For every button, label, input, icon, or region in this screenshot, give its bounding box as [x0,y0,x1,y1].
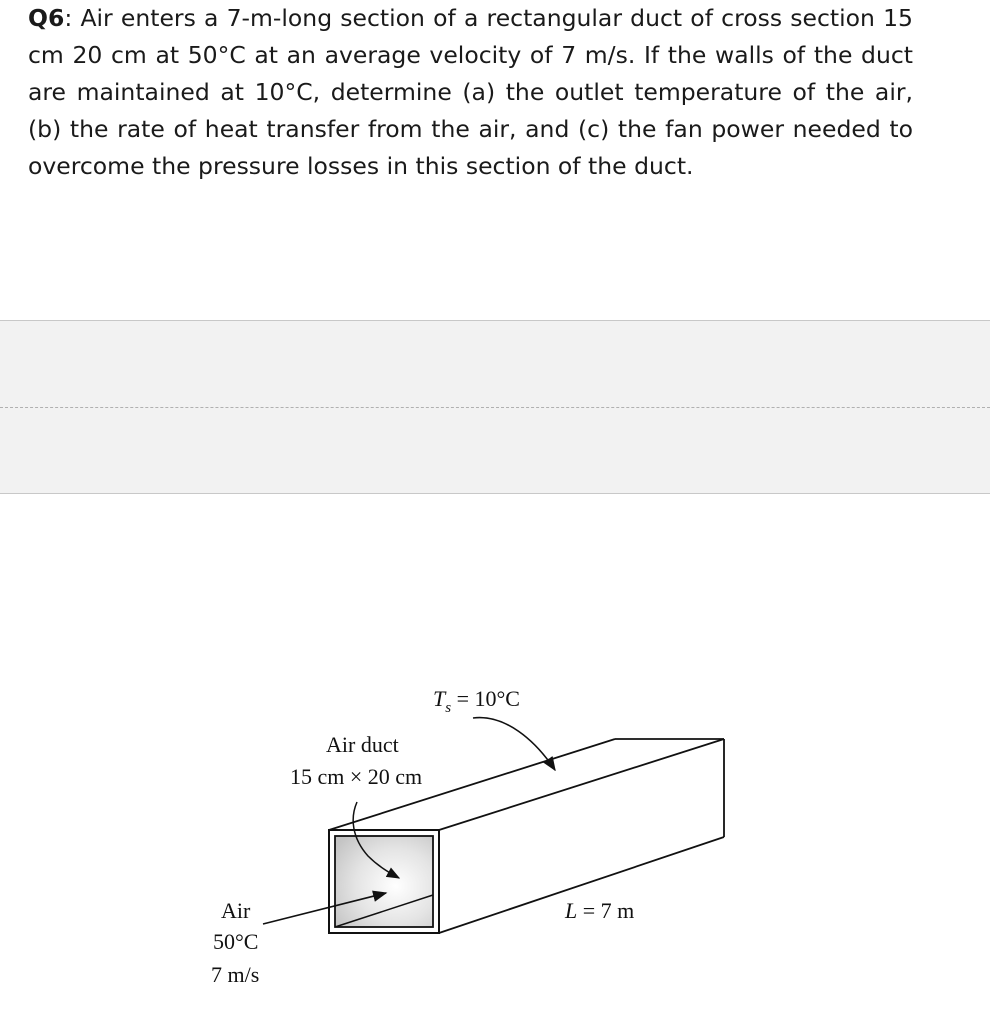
length-label: L = 7 m [565,898,635,923]
ts-label: $T_s = 10^\circ C$ [433,686,520,716]
answer-area-band [0,320,990,494]
question-text [28,0,913,185]
duct-figure [0,660,990,1024]
duct-front-inner [335,836,433,927]
question-label: Q6 [28,4,65,32]
band-dashed-divider [0,407,990,408]
duct-label-line2: 15 cm × 20 cm [290,764,423,789]
air-label-line3: 7 m/s [211,962,260,987]
question-body: : Air enters a 7-m-long section of a rectangular duct of cross section 15 cm 20 cm at 50°C at an average velocity of 7 m/s. If the walls of the duct are maintained at 10°C, determine (a) the outlet temperature of the air, (b) the rate of heat transfer from the air, and (c) the fan power needed to overcome the pressure losses in this section of the duct. [28,4,913,180]
duct-label-line1: Air duct [326,732,399,757]
air-label-line2: 50°C [213,929,259,954]
air-label-line1: Air [221,898,251,923]
duct-top-right-edge [439,739,724,830]
